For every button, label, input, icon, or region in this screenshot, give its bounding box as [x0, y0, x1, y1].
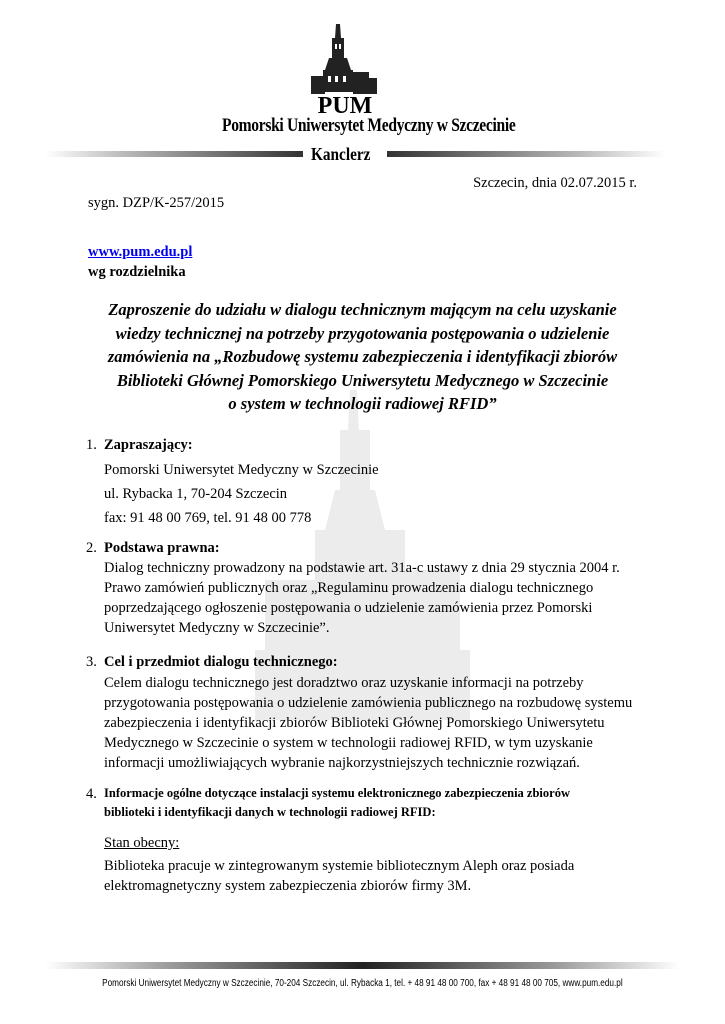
footer-divider [45, 962, 680, 969]
title-line: Biblioteki Głównej Pomorskiego Uniwersytetu Medycznego w Szczecinie [116, 370, 609, 390]
section-body [104, 673, 637, 773]
logo-text: PUM [317, 93, 373, 119]
body-line: ul. Rybacka 1, 70-204 Szczecin [104, 486, 288, 502]
title-line: wiedzy technicznej na potrzeby przygotowania postępowania o udzielenie [115, 323, 610, 343]
document-title [88, 298, 637, 416]
section-body [104, 558, 637, 638]
body-line: Dialog techniczny prowadzony na podstawie art. 31a-c ustawy z dnia 29 stycznia 2004 r. [104, 560, 620, 576]
subheading-current-state: Stan obecny: [104, 835, 180, 851]
section-number: 4. [86, 786, 97, 802]
reference-number: sygn. DZP/K-257/2015 [88, 195, 225, 211]
section-heading: Cel i przedmiot dialogu technicznego: [104, 654, 338, 670]
section-heading: Zapraszający: [104, 437, 193, 453]
body-line: Uniwersytet Medyczny w Szczecinie”. [104, 620, 330, 636]
footer [0, 978, 725, 989]
section-number: 2. [86, 540, 97, 556]
section-body [104, 458, 637, 530]
body-line: Biblioteka pracuje w zintegrowanym systemie bibliotecznym Aleph oraz posiada [104, 858, 575, 874]
website-link[interactable]: www.pum.edu.pl [88, 244, 193, 260]
distribution-note: wg rozdzielnika [88, 264, 186, 280]
body-line: Medycznego w Szczecinie o system w technologii radiowej RFID, w tym uzyskanie [104, 735, 593, 751]
heading-line: Informacje ogólne dotyczące instalacji systemu elektronicznego zabezpieczenia zbiorów [104, 786, 570, 800]
footer-text: Pomorski Uniwersytet Medyczny w Szczecinie, 70-204 Szczecin, ul. Rybacka 1, tel. + 48 91 48 00 700, fax + 48 91 48 00 705, www.pum.edu.pl [102, 978, 623, 989]
section-heading: Podstawa prawna: [104, 540, 220, 556]
divider-right [387, 151, 665, 157]
heading-line: biblioteki i identyfikacji danych w technologii radiowej RFID: [104, 805, 436, 819]
university-name: Pomorski Uniwersytet Medyczny w Szczecinie [222, 115, 516, 136]
office-name: Kanclerz [311, 144, 371, 164]
section-heading [104, 784, 637, 822]
body-line: Pomorski Uniwersytet Medyczny w Szczecinie [104, 462, 379, 478]
divider-left [45, 151, 303, 157]
section-number: 3. [86, 654, 97, 670]
body-line: Prawo zamówień publicznych oraz „Regulaminu prowadzenia dialogu technicznego [104, 580, 594, 596]
body-line: Celem dialogu technicznego jest doradztwo oraz uzyskanie informacji na potrzeby [104, 675, 584, 691]
title-line: zamówienia na „Rozbudowę systemu zabezpieczenia i identyfikacji zbiorów [107, 347, 618, 366]
body-line: zabezpieczenia i identyfikacji zbiorów Biblioteki Głównej Pomorskiego Uniwersytetu [104, 715, 605, 731]
header-divider [45, 146, 665, 170]
pum-castle-logo [305, 20, 385, 120]
body-line: elektromagnetyczny system zabezpieczenia zbiorów firmy 3M. [104, 878, 472, 894]
title-line: o system w technologii radiowej RFID” [228, 394, 497, 413]
body-line: informacji umożliwiających wybranie najkorzystniejszych technicznie rozwiązań. [104, 755, 580, 771]
letter-date: Szczecin, dnia 02.07.2015 r. [473, 175, 637, 191]
title-line: Zaproszenie do udziału w dialogu technicznym mającym na celu uzyskanie [108, 300, 617, 319]
section-body [104, 856, 637, 896]
section-number: 1. [86, 437, 97, 453]
body-line: poprzedzającego ogłoszenie postępowania o udzielenie zamówienia przez Pomorski [104, 600, 593, 616]
body-line: fax: 91 48 00 769, tel. 91 48 00 778 [104, 510, 312, 526]
body-line: przygotowania postępowania o udzielenie zamówienia publicznego na rozbudowę systemu [104, 695, 633, 711]
